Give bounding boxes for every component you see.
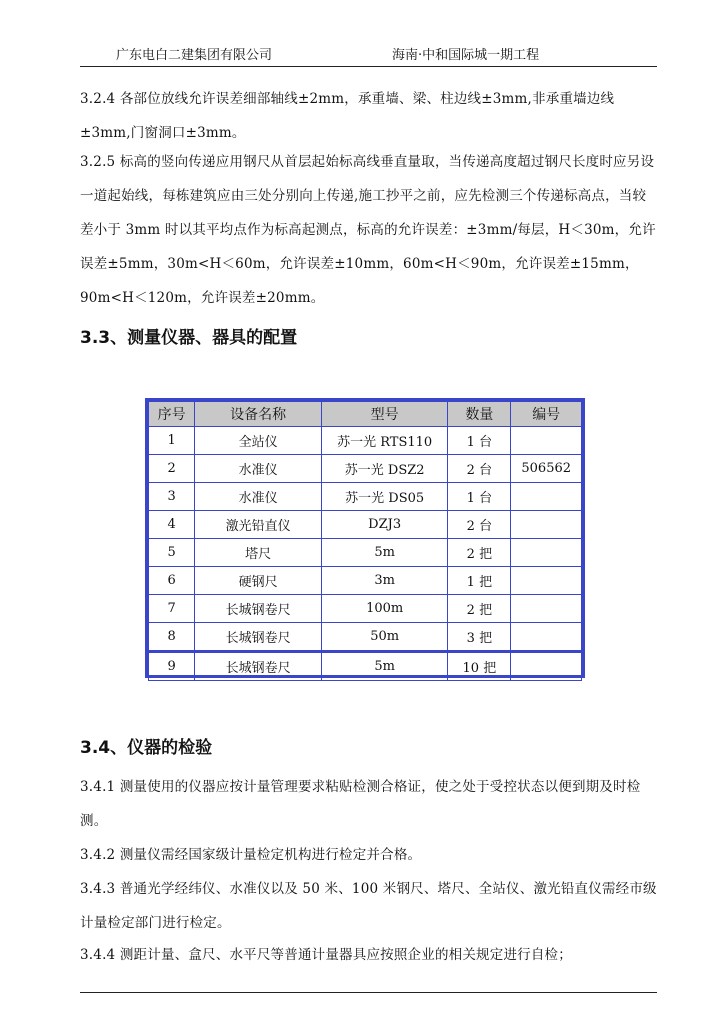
cell-model: 苏一光 DSZ2 [321, 455, 447, 483]
cell-index: 2 [149, 455, 195, 483]
cell-model: 苏一光 RTS110 [321, 427, 447, 455]
col-header-index: 序号 [149, 402, 195, 427]
table-row [149, 652, 582, 681]
cell-quantity: 2 把 [448, 539, 511, 567]
cell-serial [511, 539, 582, 567]
instrument-table [145, 398, 585, 678]
cell-name: 长城钢卷尺 [195, 595, 322, 623]
page-header [80, 44, 657, 67]
cell-model: DZJ3 [321, 511, 447, 539]
cell-model: 5m [321, 539, 447, 567]
cell-name: 全站仪 [195, 427, 322, 455]
table-row [149, 455, 582, 483]
header-project: 海南·中和国际城一期工程 [392, 48, 540, 63]
cell-index: 4 [149, 511, 195, 539]
cell-model: 100m [321, 595, 447, 623]
cell-index: 8 [149, 623, 195, 652]
table-row [149, 539, 582, 567]
paragraph-3-4-2: 3.4.2 测量仪需经国家级计量检定机构进行检定并合格。 [80, 847, 422, 863]
paragraph-3-4-4: 3.4.4 测距计量、盒尺、水平尺等普通计量器具应按照企业的相关规定进行自检； [80, 947, 572, 963]
cell-quantity: 2 台 [448, 455, 511, 483]
cell-name: 硬钢尺 [195, 567, 322, 595]
cell-quantity: 1 把 [448, 567, 511, 595]
cell-name: 水准仪 [195, 483, 322, 511]
cell-index: 3 [149, 483, 195, 511]
col-header-quantity: 数量 [448, 402, 511, 427]
cell-serial [511, 427, 582, 455]
cell-serial [511, 511, 582, 539]
cell-name: 塔尺 [195, 539, 322, 567]
col-header-serial: 编号 [511, 402, 582, 427]
cell-index: 6 [149, 567, 195, 595]
cell-serial [511, 483, 582, 511]
table-row [149, 511, 582, 539]
cell-serial [511, 652, 582, 681]
table-row [149, 483, 582, 511]
table-row [149, 427, 582, 455]
cell-name: 激光铅直仪 [195, 511, 322, 539]
cell-serial [511, 623, 582, 652]
cell-quantity: 1 台 [448, 427, 511, 455]
cell-model: 3m [321, 567, 447, 595]
cell-index: 9 [149, 652, 195, 681]
cell-serial [511, 567, 582, 595]
cell-serial [511, 595, 582, 623]
cell-model: 5m [321, 652, 447, 681]
paragraph-3-2-4: 3.2.4 各部位放线允许误差细部轴线±2mm，承重墙、梁、柱边线±3mm,非承重墙边线±3mm,门窗洞口±3mm。 [80, 91, 615, 141]
col-header-model: 型号 [321, 402, 447, 427]
cell-index: 7 [149, 595, 195, 623]
cell-quantity: 1 台 [448, 483, 511, 511]
cell-model: 苏一光 DS05 [321, 483, 447, 511]
cell-index: 1 [149, 427, 195, 455]
paragraph-3-2-5: 3.2.5 标高的竖向传递应用钢尺从首层起始标高线垂直量取，当传递高度超过钢尺长度时应另设一道起始线，每栋建筑应由三处分别向上传递,施工抄平之前，应先检测三个传递标高点，当较差小于 3mm 时以其平均点作为标高起测点，标高的允许误差：±3mm/每层，H＜30m，允许误差±5mm，30m<H＜60m，允许误差±10mm，60m<H＜90m，允许误差±15mm，90m<H＜120m，允许误差±20mm。 [80, 154, 656, 306]
col-header-name: 设备名称 [195, 402, 322, 427]
cell-quantity: 2 台 [448, 511, 511, 539]
table-row [149, 623, 582, 652]
cell-name: 长城钢卷尺 [195, 652, 322, 681]
cell-name: 长城钢卷尺 [195, 623, 322, 652]
cell-quantity: 2 把 [448, 595, 511, 623]
footer-divider [80, 992, 657, 993]
cell-quantity: 3 把 [448, 623, 511, 652]
header-company: 广东电白二建集团有限公司 [116, 48, 273, 63]
cell-serial: 506562 [511, 455, 582, 483]
heading-3-3: 3.3、测量仪器、器具的配置 [80, 328, 298, 348]
table-header-row [149, 402, 582, 427]
cell-quantity: 10 把 [448, 652, 511, 681]
table-row [149, 595, 582, 623]
table-row [149, 567, 582, 595]
cell-name: 水准仪 [195, 455, 322, 483]
cell-index: 5 [149, 539, 195, 567]
paragraph-3-4-1: 3.4.1 测量使用的仪器应按计量管理要求粘贴检测合格证，使之处于受控状态以便到期及时检测。 [80, 779, 641, 829]
heading-3-4: 3.4、仪器的检验 [80, 738, 213, 758]
paragraph-3-4-3: 3.4.3 普通光学经纬仪、水准仪以及 50 米、100 米钢尺、塔尺、全站仪、激光铅直仪需经市级计量检定部门进行检定。 [80, 881, 657, 931]
cell-model: 50m [321, 623, 447, 652]
